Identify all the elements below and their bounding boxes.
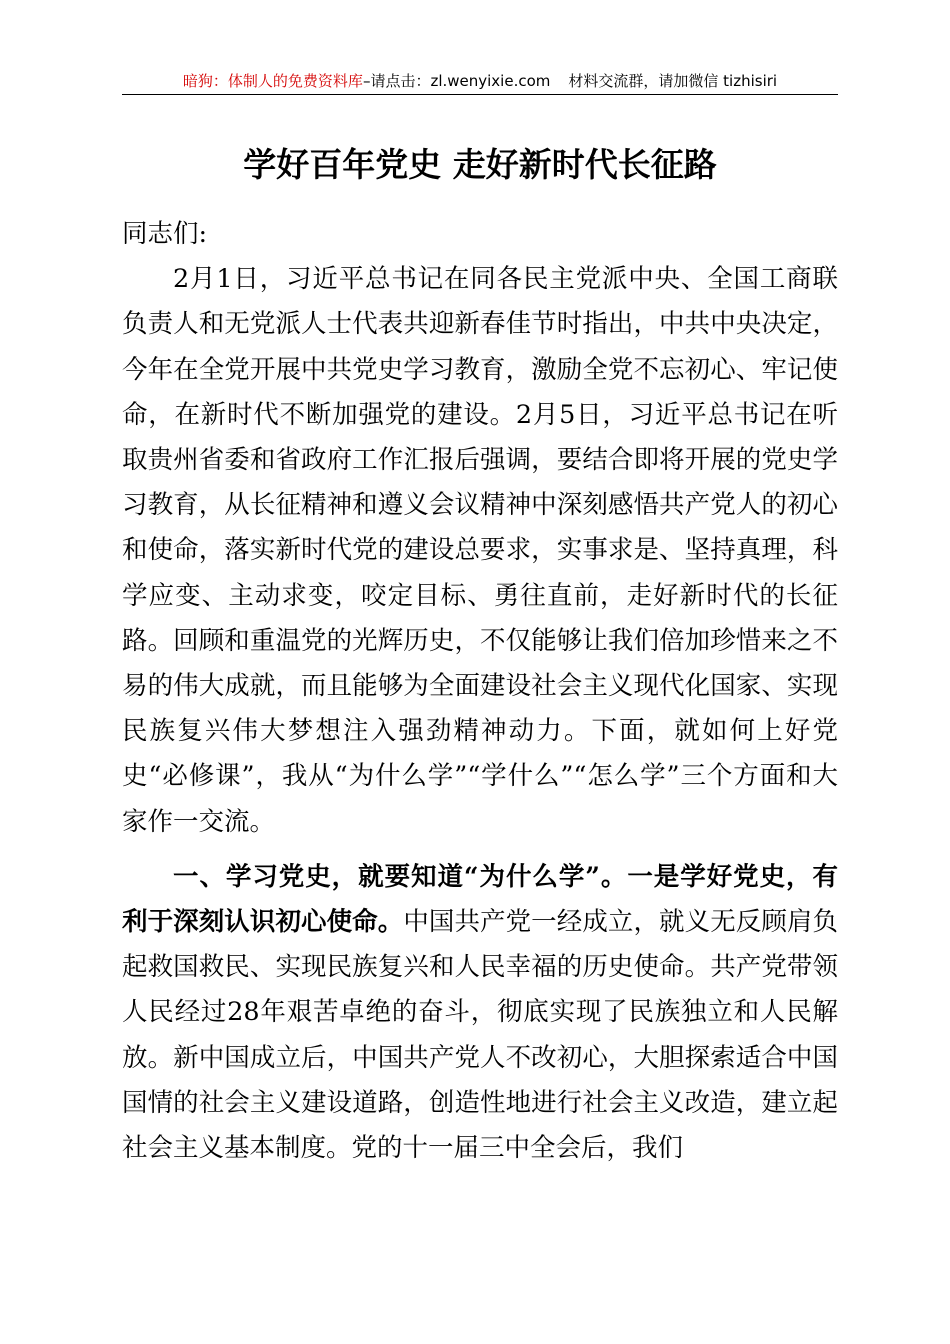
header-url-link[interactable]: zl.wenyixie.com [430,72,551,90]
document-title: 学好百年党史 走好新时代长征路 [243,145,717,184]
section-1-point-1: 一是学好党史，有利于深刻认识初心使命。 [122,861,838,938]
header-click-prompt: –请点击： [362,72,431,90]
greeting: 同志们: [122,219,208,249]
header-contact: 材料交流群，请加微信 tizhisiri [568,72,778,90]
section-1-heading: 一、学习党史，就要知道“为什么学”。 [173,861,628,892]
header-site-name: 暗狗：体制人的免费资料库 [182,72,363,90]
paragraph-intro: 2月1日，习近平总书记在同各民主党派中央、全国工商联负责人和无党派人士代表共迎新春佳节时指出，中共中央决定，今年在全党开展中共党史学习教育，激励全党不忘初心、牢记使命，在新时代不断加强党的建设。2月5日，习近平总书记在听取贵州省委和省政府工作汇报后强调，要结合即将开展的党史学习教育，从长征精神和遵义会议精神中深刻感悟共产党人的初心和使命，落实新时代党的建设总要求，实事求是、坚持真理，科学应变、主动求变，咬定目标、勇往直前，走好新时代的长征路。回顾和重温党的光辉历史，不仅能够让我们倍加珍惜来之不易的伟大成就，而且能够为全面建设社会主义现代化国家、实现民族复兴伟大梦想注入强劲精神动力。下面，就如何上好党史“必修课”，我从“为什么学”“学什么”“怎么学”三个方面和大家作一交流。 [122,264,838,837]
paragraph-section-1 [122,855,838,1171]
section-1-text: 中国共产党一经成立，就义无反顾肩负起救国救民、实现民族复兴和人民幸福的历史使命。共产党带领人民经过28年艰苦卓绝的奋斗，彻底实现了民族独立和人民解放。新中国成立后，中国共产党人不改初心，大胆探索适合中国国情的社会主义建设道路，创造性地进行社会主义改造，建立起社会主义基本制度。党的十一届三中全会后，我们 [122,907,838,1164]
document-body [122,212,838,1171]
page-header [122,68,838,95]
